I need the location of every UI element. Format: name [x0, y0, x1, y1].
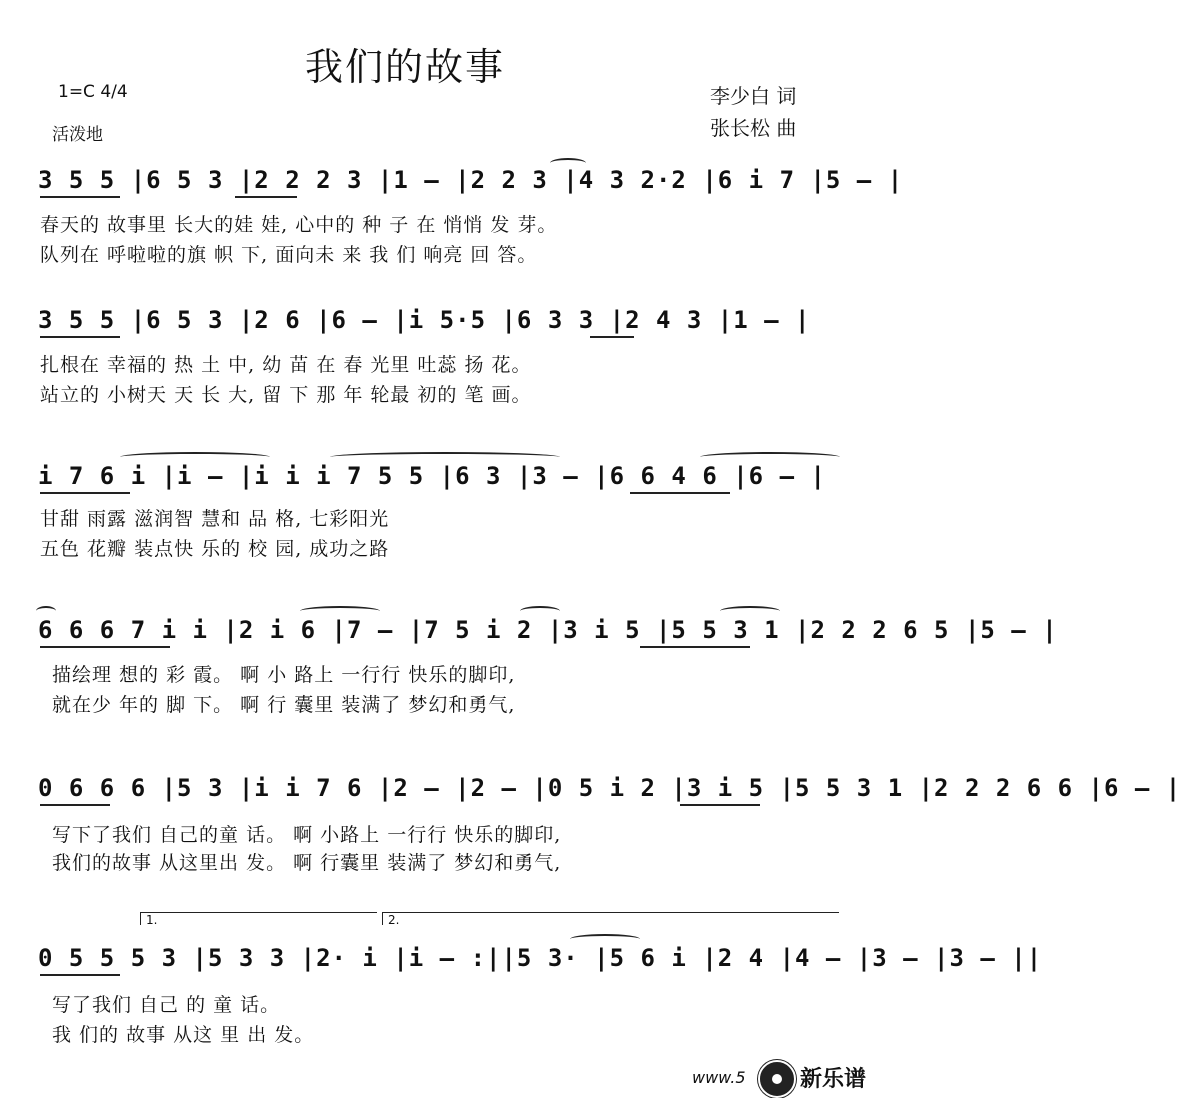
lyric-line-5b: 我们的故事 从这里出 发。 啊 行囊里 装满了 梦幻和勇气, — [52, 852, 562, 874]
tie-mark — [36, 606, 56, 616]
first-ending-label: 1. — [146, 913, 158, 927]
tie-mark — [720, 606, 780, 616]
lyric-line-1a: 春天的 故事里 长大的娃 娃, 心中的 种 子 在 悄悄 发 芽。 — [40, 214, 558, 236]
tie-mark — [330, 452, 560, 462]
lyric-line-2b: 站立的 小树天 天 长 大, 留 下 那 年 轮最 初的 笔 画。 — [40, 384, 532, 406]
second-ending-bracket — [382, 912, 839, 925]
lyric-line-6b: 我 们的 故事 从这 里 出 发。 — [52, 1024, 315, 1046]
watermark-brand: 新乐谱 — [800, 1067, 867, 1092]
beam-underline — [40, 336, 120, 338]
composer-credit: 张长松 曲 — [710, 116, 797, 140]
lyric-line-2a: 扎根在 幸福的 热 土 中, 幼 苗 在 春 光里 吐蕊 扬 花。 — [40, 354, 532, 376]
lyric-line-5a: 写下了我们 自己的童 话。 啊 小路上 一行行 快乐的脚印, — [52, 824, 562, 846]
beam-underline — [40, 974, 120, 976]
tie-mark — [120, 452, 270, 462]
lyric-line-3a: 甘甜 雨露 滋润智 慧和 品 格, 七彩阳光 — [40, 508, 390, 530]
lyric-line-6a: 写了我们 自己 的 童 话。 — [52, 994, 281, 1016]
beam-underline — [40, 196, 120, 198]
beam-underline — [40, 646, 170, 648]
tie-mark — [300, 606, 380, 616]
lyric-line-4a: 描绘理 想的 彩 霞。 啊 小 路上 一行行 快乐的脚印, — [52, 664, 516, 686]
notation-line-4: 6 6 6 7 i i |2 i 6 |7 – |7 5 i 2 |3 i 5 |5 5 3 1 |2 2 2 6 5 |5 – | — [38, 616, 1058, 644]
tempo-marking: 活泼地 — [52, 125, 103, 145]
beam-underline — [640, 646, 750, 648]
lyric-line-3b: 五色 花瓣 装点快 乐的 校 园, 成功之路 — [40, 538, 390, 560]
slur-mark — [550, 158, 586, 168]
beam-underline — [630, 492, 730, 494]
lyric-line-1b: 队列在 呼啦啦的旗 帜 下, 面向未 来 我 们 响亮 回 答。 — [40, 244, 538, 266]
tie-mark — [570, 934, 640, 944]
beam-underline — [680, 804, 760, 806]
second-ending-label: 2. — [388, 913, 400, 927]
notation-line-2: 3 5 5 |6 5 3 |2 6 |6 – |i 5·5 |6 3 3 |2 4 3 |1 – | — [38, 306, 811, 334]
notation-line-6: 0 5 5 5 3 |5 3 3 |2· i |i – :||5 3· |5 6 i |2 4 |4 – |3 – |3 – || — [38, 944, 1043, 972]
beam-underline — [235, 196, 297, 198]
tie-mark — [520, 606, 560, 616]
beam-underline — [40, 492, 130, 494]
song-title: 我们的故事 — [304, 45, 505, 89]
watermark-url: www.5 — [692, 1068, 746, 1087]
lyric-line-4b: 就在少 年的 脚 下。 啊 行 囊里 装满了 梦幻和勇气, — [52, 694, 516, 716]
lyricist-credit: 李少白 词 — [710, 84, 797, 108]
key-signature: 1=C 4/4 — [58, 82, 128, 102]
notation-line-3: i 7 6 i |i – |i i i 7 5 5 |6 3 |3 – |6 6 4 6 |6 – | — [38, 462, 826, 490]
notation-line-5: 0 6 6 6 |5 3 |i i 7 6 |2 – |2 – |0 5 i 2 |3 i 5 |5 5 3 1 |2 2 2 6 6 |6 – | — [38, 774, 1181, 802]
beam-underline — [40, 804, 110, 806]
beam-underline — [590, 336, 634, 338]
vinyl-record-icon — [758, 1060, 796, 1098]
tie-mark — [700, 452, 840, 462]
first-ending-bracket — [140, 912, 377, 925]
notation-line-1: 3 5 5 |6 5 3 |2 2 2 3 |1 – |2 2 3 |4 3 2·2 |6 i 7 |5 – | — [38, 166, 904, 194]
